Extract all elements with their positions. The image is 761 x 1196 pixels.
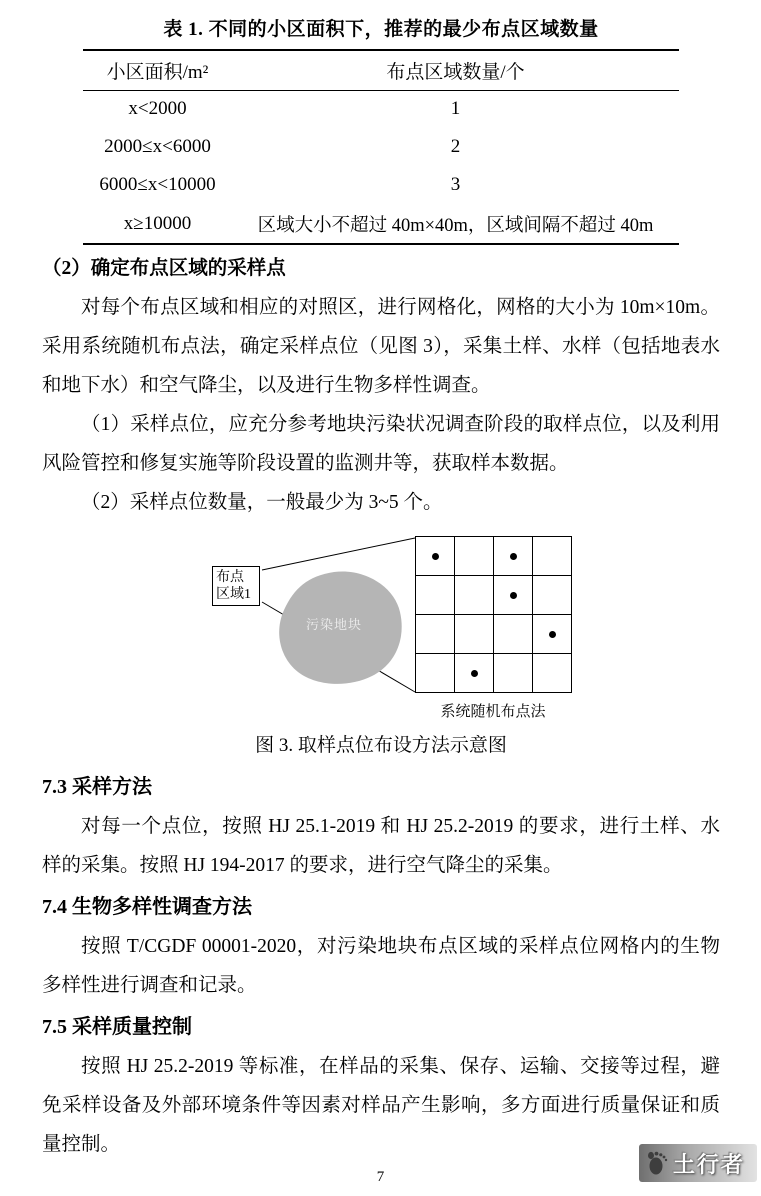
paragraph: （1）采样点位，应充分参考地块污染状况调查阶段的取样点位，以及利用风险管控和修复实施等阶段设置的监测井等，获取样本数据。 bbox=[42, 414, 720, 474]
area-value: x<2000 bbox=[128, 98, 187, 120]
paragraph: 按照 T/CGDF 00001-2020，对污染地块布点区域的采样点位网格内的生物多样性进行调查和记录。 bbox=[42, 936, 720, 996]
section-heading-7-3: 7.3 采样方法 bbox=[42, 776, 152, 798]
subsection-heading-sampling-points: （2）确定布点区域的采样点 bbox=[42, 258, 286, 279]
section-heading-7-5: 7.5 采样质量控制 bbox=[42, 1016, 192, 1038]
grid-cell bbox=[494, 654, 532, 692]
grid-cell bbox=[533, 537, 571, 575]
min-regions-table bbox=[83, 49, 679, 245]
foot-icon bbox=[645, 1150, 669, 1176]
grid-cell bbox=[455, 537, 493, 575]
grid-cell bbox=[455, 615, 493, 653]
grid-cell bbox=[416, 537, 454, 575]
figure-shapes bbox=[42, 526, 720, 726]
watermark-label: 土行者 bbox=[673, 1151, 746, 1177]
sampling-grid bbox=[415, 536, 572, 693]
header-area: 小区面积/m² bbox=[83, 50, 232, 90]
paragraph: 对每个布点区域和相应的对照区，进行网格化，网格的大小为 10m×10m。采用系统随机布点法，确定采样点位（见图 3），采集土样、水样（包括地表水和地下水）和空气降尘，以及进行生物多样性调查。 bbox=[42, 297, 720, 396]
grid-cell bbox=[533, 654, 571, 692]
table-header-row bbox=[83, 50, 679, 90]
grid-cell bbox=[416, 654, 454, 692]
area-value: x≥10000 bbox=[123, 212, 192, 234]
grid-cell bbox=[416, 615, 454, 653]
watermark-badge bbox=[639, 1144, 757, 1182]
grid-cell bbox=[455, 654, 493, 692]
paragraph: 对每一个点位，按照 HJ 25.1-2019 和 HJ 25.2-2019 的要求，进行土样、水样的采集。按照 HJ 194-2017 的要求，进行空气降尘的采集。 bbox=[42, 816, 720, 876]
table-row bbox=[83, 128, 679, 166]
grid-cell bbox=[416, 576, 454, 614]
grid-cell bbox=[494, 576, 532, 614]
area-value: 2000≤x<6000 bbox=[104, 136, 211, 157]
table-row bbox=[83, 166, 679, 204]
sample-point-dot bbox=[432, 553, 439, 560]
grid-cell bbox=[533, 615, 571, 653]
method-label: 系统随机布点法 bbox=[440, 704, 546, 720]
figure-caption: 图 3. 取样点位布设方法示意图 bbox=[255, 735, 507, 756]
sample-point-dot bbox=[510, 553, 517, 560]
area-value: 6000≤x<10000 bbox=[99, 174, 216, 195]
region-label-box: 布点区域1 bbox=[212, 566, 260, 606]
table-row bbox=[83, 204, 679, 244]
paragraph: （2）采样点位数量，一般最少为 3~5 个。 bbox=[81, 492, 443, 513]
count-value: 区域大小不超过 40m×40m，区域间隔不超过 40m bbox=[257, 215, 654, 236]
table-title: 表 1. 不同的小区面积下，推荐的最少布点区域数量 bbox=[163, 19, 599, 40]
table-row bbox=[83, 90, 679, 128]
grid-cell bbox=[494, 537, 532, 575]
figure-3 bbox=[42, 526, 720, 726]
polluted-site-label: 污染地块 bbox=[305, 617, 362, 632]
grid-cell bbox=[533, 576, 571, 614]
sample-point-dot bbox=[510, 592, 517, 599]
count-value: 3 bbox=[450, 174, 461, 195]
sample-point-dot bbox=[549, 631, 556, 638]
grid-cell bbox=[494, 615, 532, 653]
count-value: 1 bbox=[450, 98, 461, 120]
sample-point-dot bbox=[471, 670, 478, 677]
grid-cell bbox=[455, 576, 493, 614]
header-count: 布点区域数量/个 bbox=[232, 50, 679, 90]
count-value: 2 bbox=[450, 136, 461, 157]
page-number: 7 bbox=[376, 1169, 385, 1185]
paragraph: 按照 HJ 25.2-2019 等标准，在样品的采集、保存、运输、交接等过程，避免采样设备及外部环境条件等因素对样品产生影响，多方面进行质量保证和质量控制。 bbox=[42, 1056, 720, 1155]
section-heading-7-4: 7.4 生物多样性调查方法 bbox=[42, 896, 252, 918]
